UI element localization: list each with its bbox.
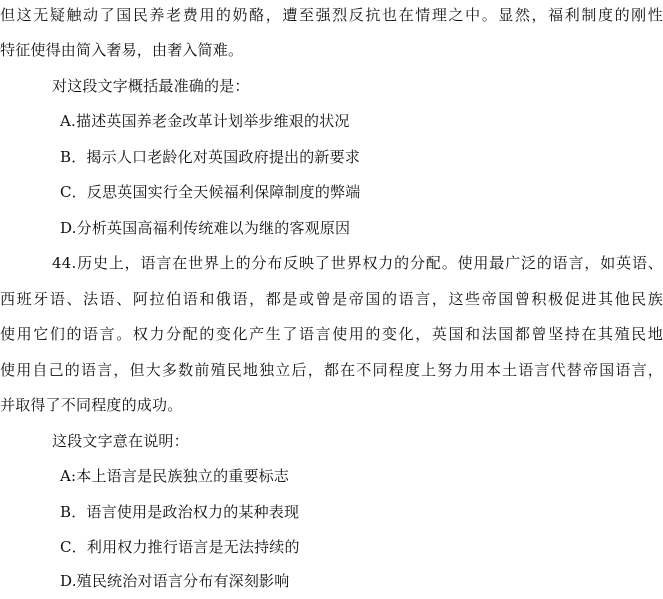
question-prompt: 这段文字意在说明： (52, 432, 189, 450)
question-passage-line: 44.历史上，语言在世界上的分布反映了世界权力的分配。使用最广泛的语言，如英语、 (52, 254, 663, 272)
question-passage-line: 西班牙语、法语、阿拉伯语和俄语，都是或曾是帝国的语言，这些帝国曾积极促进其他民族 (0, 290, 663, 308)
question-passage-line: 并取得了不同程度的成功。 (0, 396, 183, 414)
question-passage-line: 使用自己的语言，但大多数前殖民地独立后，都在不同程度上努力用本土语言代替帝国语言， (0, 361, 663, 379)
passage-line: 但这无疑触动了国民养老费用的奶酪，遭至强烈反抗也在情理之中。显然，福利制度的刚性 (0, 6, 663, 24)
option-a: A:本上语言是民族独立的重要标志 (60, 467, 290, 485)
question-prompt: 对这段文字概括最准确的是： (52, 77, 250, 95)
option-d: D.分析英国高福利传统难以为继的客观原因 (60, 219, 351, 237)
option-b: B．揭示人口老龄化对英国政府提出的新要求 (60, 148, 361, 166)
question-passage-line: 使用它们的语言。权力分配的变化产生了语言使用的变化，英国和法国都曾坚持在其殖民地 (0, 325, 663, 343)
option-c: C．反思英国实行全天候福利保障制度的弊端 (60, 183, 361, 201)
option-b: B．语言使用是政治权力的某种表现 (60, 503, 300, 521)
option-a: A.描述英国养老金改革计划举步维艰的状况 (60, 112, 350, 130)
option-c: C．利用权力推行语言是无法持续的 (60, 538, 300, 556)
option-d: D.殖民统治对语言分布有深刻影响 (60, 572, 290, 590)
passage-line: 特征使得由简入奢易，由奢入简难。 (0, 41, 244, 59)
